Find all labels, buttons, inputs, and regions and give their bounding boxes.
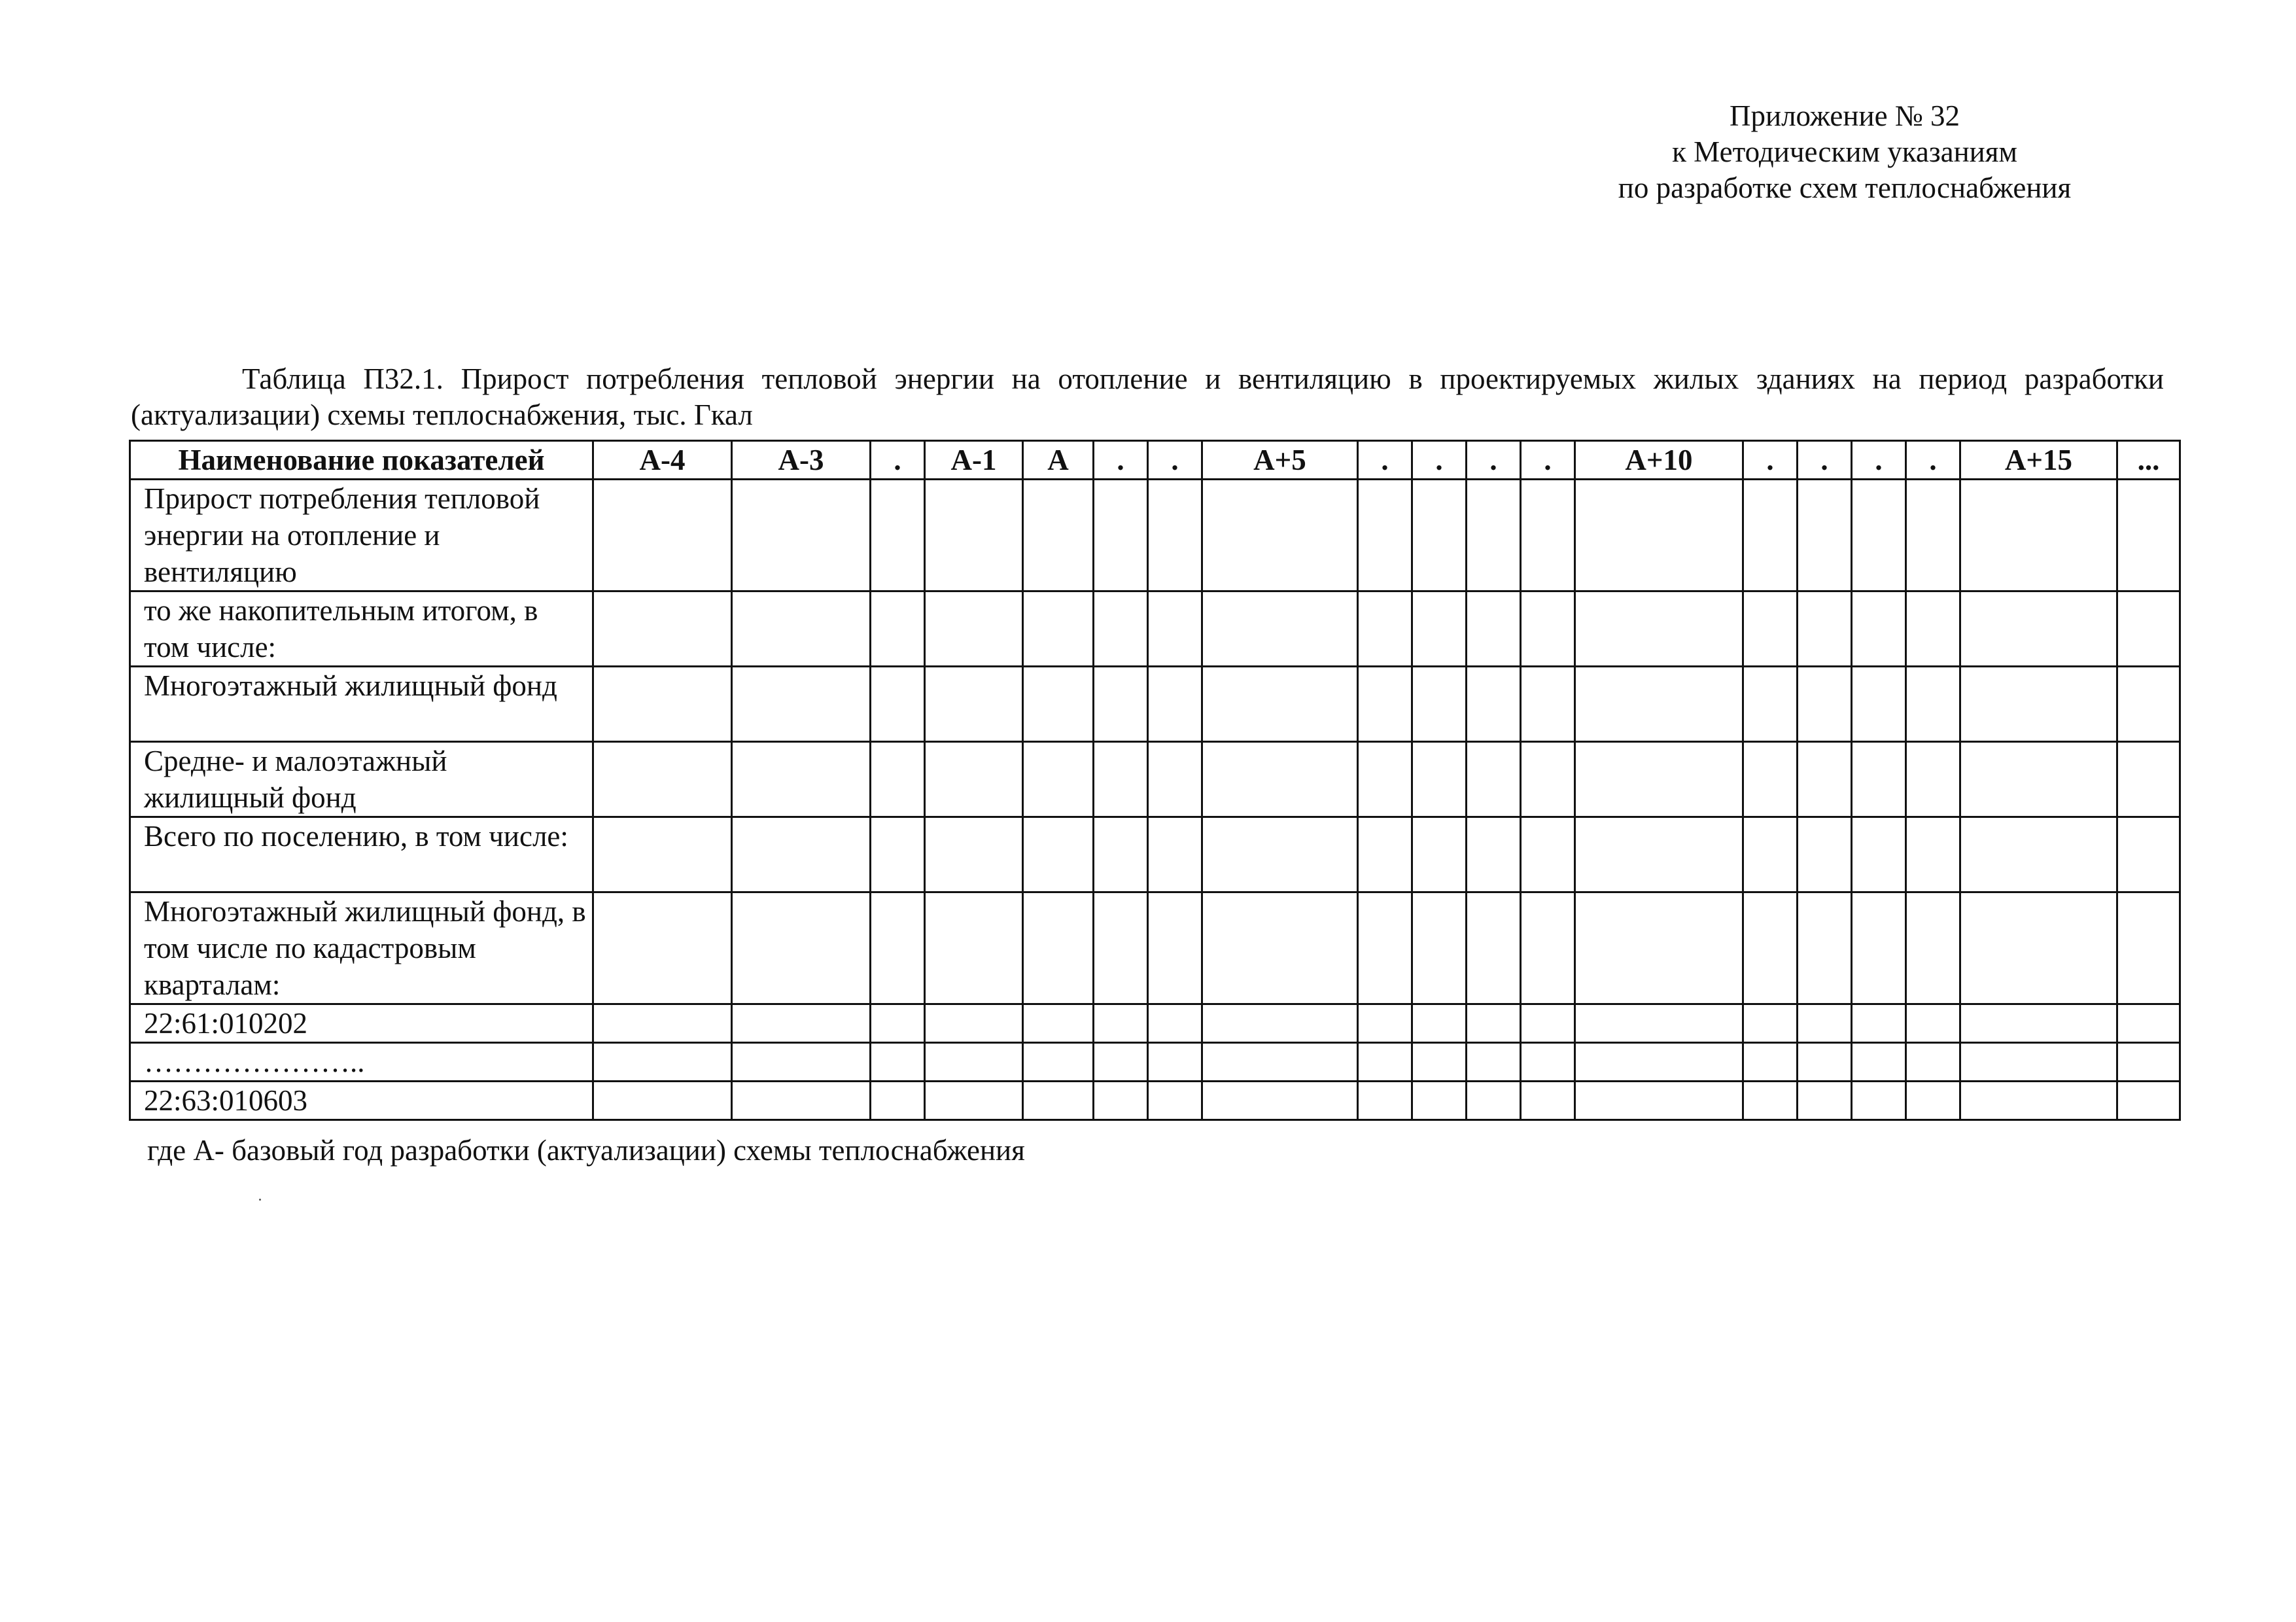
value-cell (1023, 892, 1094, 1004)
value-cell (1023, 742, 1094, 817)
value-cell (1798, 1004, 1852, 1043)
value-cell (2117, 667, 2180, 742)
value-cell (732, 817, 871, 892)
value-cell (1412, 1043, 1467, 1082)
appendix-number: Приложение № 32 (1730, 99, 1960, 132)
value-cell (1148, 742, 1202, 817)
appendix-header (1557, 98, 2132, 206)
value-cell (1412, 591, 1467, 667)
value-cell (1906, 1004, 1960, 1043)
value-cell (1575, 591, 1743, 667)
value-cell (1575, 667, 1743, 742)
value-cell (593, 480, 732, 591)
value-cell (1202, 1043, 1358, 1082)
value-cell (1148, 480, 1202, 591)
value-cell (1852, 817, 1906, 892)
value-cell (1575, 1082, 1743, 1120)
value-cell (732, 742, 871, 817)
heat-consumption-table (129, 440, 2181, 1121)
value-cell (593, 1082, 732, 1120)
table-row (130, 892, 2180, 1004)
table-row (130, 742, 2180, 817)
value-cell (1023, 1004, 1094, 1043)
value-cell (593, 892, 732, 1004)
value-cell (1521, 817, 1575, 892)
value-cell (925, 742, 1023, 817)
value-cell (1798, 1043, 1852, 1082)
value-cell (732, 1004, 871, 1043)
value-cell (1960, 1004, 2117, 1043)
value-cell (1960, 817, 2117, 892)
value-cell (1467, 1043, 1521, 1082)
value-cell (1358, 1082, 1412, 1120)
value-cell (1852, 1043, 1906, 1082)
row-label: то же накопительным итогом, в том числе: (130, 591, 593, 667)
value-cell (1521, 1004, 1575, 1043)
row-label: Многоэтажный жилищный фонд, в том числе по кадастровым кварталам: (130, 892, 593, 1004)
value-cell (1743, 1082, 1798, 1120)
value-cell (1094, 1004, 1148, 1043)
table-row (130, 667, 2180, 742)
value-cell (1960, 591, 2117, 667)
value-cell (925, 1004, 1023, 1043)
value-cell (1412, 667, 1467, 742)
row-label: Всего по поселению, в том числе: (130, 817, 593, 892)
value-cell (871, 667, 925, 742)
value-cell (1575, 480, 1743, 591)
value-cell (1798, 817, 1852, 892)
value-cell (1412, 1004, 1467, 1043)
value-cell (925, 1082, 1023, 1120)
header-cell: А+10 (1575, 441, 1743, 480)
value-cell (593, 817, 732, 892)
value-cell (1202, 892, 1358, 1004)
table-body (130, 480, 2180, 1120)
table-row (130, 817, 2180, 892)
value-cell (1960, 667, 2117, 742)
header-cell: ... (2117, 441, 2180, 480)
value-cell (1521, 892, 1575, 1004)
header-cell: А-4 (593, 441, 732, 480)
value-cell (925, 480, 1023, 591)
value-cell (1023, 591, 1094, 667)
value-cell (1521, 480, 1575, 591)
value-cell (1798, 742, 1852, 817)
value-cell (1852, 1082, 1906, 1120)
value-cell (732, 1043, 871, 1082)
row-label: Прирост потребления тепловой энергии на отопление и вентиляцию (130, 480, 593, 591)
value-cell (2117, 817, 2180, 892)
table-header-row (130, 441, 2180, 480)
header-cell: . (1467, 441, 1521, 480)
value-cell (1467, 667, 1521, 742)
value-cell (1358, 667, 1412, 742)
value-cell (1358, 480, 1412, 591)
value-cell (1521, 667, 1575, 742)
table-row (130, 480, 2180, 591)
value-cell (1412, 892, 1467, 1004)
value-cell (871, 591, 925, 667)
scan-speck (259, 1199, 261, 1201)
row-label: 22:61:010202 (130, 1004, 593, 1043)
value-cell (925, 591, 1023, 667)
header-cell: А-3 (732, 441, 871, 480)
value-cell (593, 742, 732, 817)
value-cell (1148, 1043, 1202, 1082)
value-cell (732, 591, 871, 667)
appendix-reference: к Методическим указаниям (1672, 135, 2017, 168)
value-cell (1960, 1043, 2117, 1082)
value-cell (732, 892, 871, 1004)
row-label: Средне- и малоэтажный жилищный фонд (130, 742, 593, 817)
header-cell: А-1 (925, 441, 1023, 480)
value-cell (871, 742, 925, 817)
value-cell (732, 480, 871, 591)
value-cell (593, 1043, 732, 1082)
value-cell (593, 591, 732, 667)
header-cell: А (1023, 441, 1094, 480)
value-cell (871, 817, 925, 892)
value-cell (871, 480, 925, 591)
value-cell (1202, 742, 1358, 817)
value-cell (925, 817, 1023, 892)
value-cell (1906, 742, 1960, 817)
value-cell (1358, 1004, 1412, 1043)
header-cell: А+5 (1202, 441, 1358, 480)
value-cell (1094, 1043, 1148, 1082)
value-cell (1798, 1082, 1852, 1120)
table-caption: Таблица П32.1. Прирост потребления тепловой энергии на отопление и вентиляцию в проектируемых жилых зданиях на период разработки (актуализации) схемы теплоснабжения, тыс. Гкал (131, 362, 2164, 431)
value-cell (1798, 892, 1852, 1004)
value-cell (1743, 480, 1798, 591)
value-cell (732, 667, 871, 742)
row-label: 22:63:010603 (130, 1082, 593, 1120)
value-cell (1960, 480, 2117, 591)
value-cell (1148, 892, 1202, 1004)
value-cell (1358, 892, 1412, 1004)
value-cell (1521, 591, 1575, 667)
value-cell (1412, 480, 1467, 591)
header-cell: . (1358, 441, 1412, 480)
value-cell (1148, 591, 1202, 667)
header-cell: . (1906, 441, 1960, 480)
value-cell (1960, 1082, 2117, 1120)
value-cell (1023, 480, 1094, 591)
value-cell (1358, 591, 1412, 667)
value-cell (1852, 892, 1906, 1004)
value-cell (1094, 480, 1148, 591)
value-cell (1094, 1082, 1148, 1120)
value-cell (925, 892, 1023, 1004)
value-cell (1743, 742, 1798, 817)
value-cell (593, 667, 732, 742)
value-cell (2117, 742, 2180, 817)
value-cell (1467, 817, 1521, 892)
value-cell (1023, 1082, 1094, 1120)
value-cell (1575, 892, 1743, 1004)
value-cell (1148, 1004, 1202, 1043)
value-cell (1906, 591, 1960, 667)
value-cell (1798, 667, 1852, 742)
value-cell (1521, 1043, 1575, 1082)
value-cell (1412, 1082, 1467, 1120)
value-cell (1467, 742, 1521, 817)
value-cell (1575, 817, 1743, 892)
value-cell (1467, 591, 1521, 667)
value-cell (1094, 742, 1148, 817)
value-cell (1852, 1004, 1906, 1043)
value-cell (2117, 1043, 2180, 1082)
value-cell (1521, 1082, 1575, 1120)
value-cell (1202, 1082, 1358, 1120)
table-row (130, 591, 2180, 667)
value-cell (871, 1082, 925, 1120)
value-cell (1412, 742, 1467, 817)
value-cell (1148, 1082, 1202, 1120)
header-cell: А+15 (1960, 441, 2117, 480)
value-cell (1960, 892, 2117, 1004)
value-cell (1852, 742, 1906, 817)
header-cell: . (1148, 441, 1202, 480)
value-cell (1743, 1004, 1798, 1043)
row-label: Многоэтажный жилищный фонд (130, 667, 593, 742)
value-cell (1798, 591, 1852, 667)
table-footnote: где А- базовый год разработки (актуализации) схемы теплоснабжения (147, 1134, 1025, 1167)
header-cell: . (1094, 441, 1148, 480)
value-cell (1148, 667, 1202, 742)
value-cell (1467, 1082, 1521, 1120)
value-cell (1412, 817, 1467, 892)
header-cell: . (1798, 441, 1852, 480)
value-cell (2117, 1082, 2180, 1120)
row-label: ………………….. (130, 1043, 593, 1082)
value-cell (1852, 480, 1906, 591)
value-cell (1852, 667, 1906, 742)
header-cell: . (1852, 441, 1906, 480)
value-cell (1467, 1004, 1521, 1043)
value-cell (1023, 817, 1094, 892)
value-cell (1358, 1043, 1412, 1082)
value-cell (1852, 591, 1906, 667)
value-cell (1094, 591, 1148, 667)
value-cell (871, 892, 925, 1004)
value-cell (1743, 667, 1798, 742)
value-cell (1906, 892, 1960, 1004)
value-cell (2117, 591, 2180, 667)
value-cell (732, 1082, 871, 1120)
value-cell (1094, 892, 1148, 1004)
value-cell (1575, 1043, 1743, 1082)
value-cell (2117, 892, 2180, 1004)
value-cell (2117, 480, 2180, 591)
value-cell (1148, 817, 1202, 892)
value-cell (1906, 1082, 1960, 1120)
value-cell (1798, 480, 1852, 591)
value-cell (1906, 817, 1960, 892)
value-cell (1467, 892, 1521, 1004)
value-cell (1906, 1043, 1960, 1082)
header-cell: . (1743, 441, 1798, 480)
value-cell (1743, 591, 1798, 667)
table-row (130, 1082, 2180, 1120)
value-cell (1906, 480, 1960, 591)
value-cell (925, 667, 1023, 742)
value-cell (1467, 480, 1521, 591)
value-cell (1743, 817, 1798, 892)
value-cell (1023, 667, 1094, 742)
value-cell (1743, 892, 1798, 1004)
value-cell (2117, 1004, 2180, 1043)
value-cell (871, 1043, 925, 1082)
value-cell (1743, 1043, 1798, 1082)
value-cell (871, 1004, 925, 1043)
table-row (130, 1043, 2180, 1082)
value-cell (1202, 667, 1358, 742)
value-cell (1202, 1004, 1358, 1043)
value-cell (1023, 1043, 1094, 1082)
value-cell (1202, 591, 1358, 667)
table-row (130, 1004, 2180, 1043)
value-cell (1960, 742, 2117, 817)
header-cell: . (1412, 441, 1467, 480)
value-cell (593, 1004, 732, 1043)
header-cell: . (871, 441, 925, 480)
value-cell (1575, 742, 1743, 817)
value-cell (1094, 817, 1148, 892)
value-cell (1094, 667, 1148, 742)
appendix-subject: по разработке схем теплоснабжения (1618, 171, 2072, 204)
value-cell (1521, 742, 1575, 817)
value-cell (1575, 1004, 1743, 1043)
header-cell: Наименование показателей (130, 441, 593, 480)
value-cell (1202, 480, 1358, 591)
value-cell (1202, 817, 1358, 892)
value-cell (925, 1043, 1023, 1082)
value-cell (1358, 742, 1412, 817)
value-cell (1358, 817, 1412, 892)
value-cell (1906, 667, 1960, 742)
header-cell: . (1521, 441, 1575, 480)
